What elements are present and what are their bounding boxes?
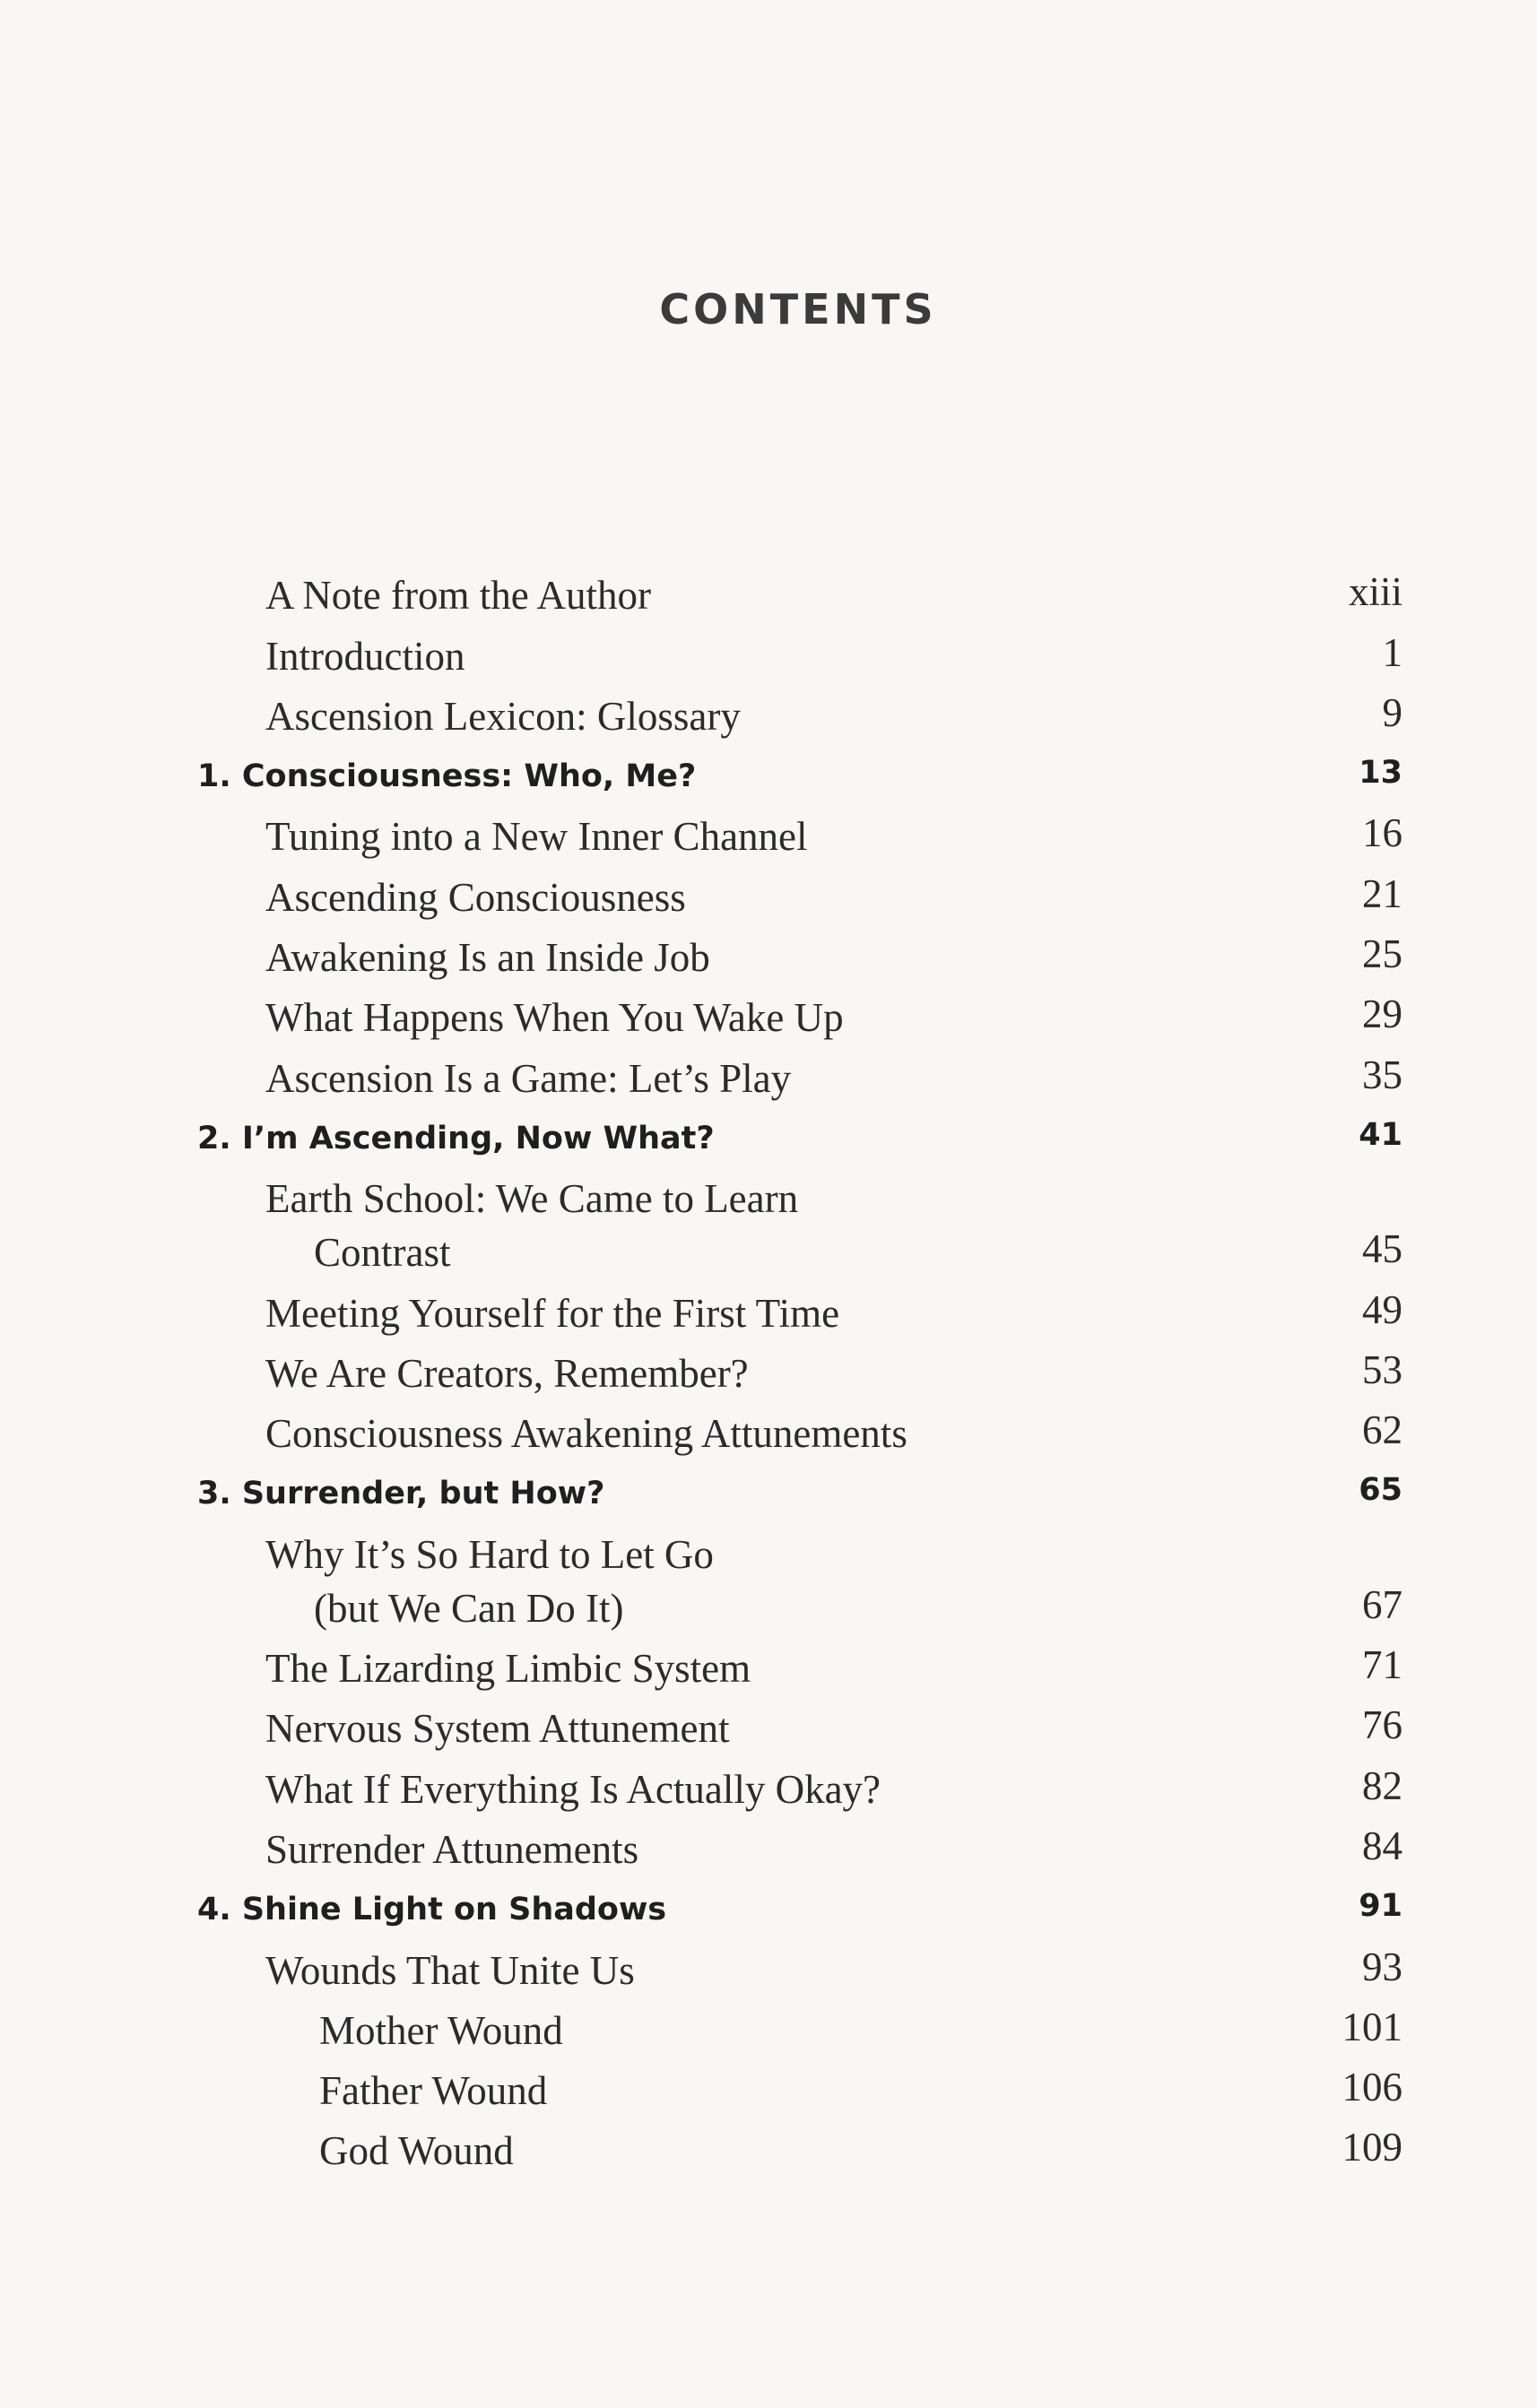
- entry-label: Ascension Is a Game: Let’s Play: [265, 1055, 792, 1101]
- entry-label: We Are Creators, Remember?: [265, 1350, 749, 1396]
- entry-label: The Lizarding Limbic System: [265, 1646, 751, 1692]
- entry-page-number: 16: [1362, 810, 1402, 856]
- chapter-page-number: 65: [1359, 1472, 1402, 1509]
- entry-label: Earth School: We Came to Learn: [265, 1176, 799, 1222]
- toc-chapter-heading: [0, 1882, 1537, 1942]
- entry-label: Consciousness Awakening Attunements: [265, 1411, 907, 1457]
- entry-page-number: 101: [1342, 2004, 1402, 2049]
- toc-chapter-heading: [0, 1466, 1537, 1526]
- entry-label: Surrender Attunements: [265, 1826, 639, 1872]
- chapter-label: 1. Consciousness: Who, Me?: [197, 758, 697, 795]
- entry-page-number: 45: [1362, 1226, 1402, 1272]
- entry-label: Father Wound: [319, 2068, 548, 2114]
- entry-label: What Happens When You Wake Up: [265, 995, 844, 1041]
- toc-entry: [0, 809, 1537, 869]
- entry-label: A Note from the Author: [265, 573, 651, 619]
- entry-label: Why It’s So Hard to Let Go: [265, 1531, 714, 1577]
- entry-label: Ascension Lexicon: Glossary: [265, 693, 741, 739]
- entry-label: Nervous System Attunement: [265, 1706, 730, 1752]
- entry-page-number: 9: [1382, 689, 1402, 735]
- entry-label: (but We Can Do It): [314, 1585, 624, 1631]
- entry-label: Contrast: [314, 1230, 451, 1276]
- toc-entry: [0, 689, 1537, 749]
- entry-page-number: 29: [1362, 992, 1402, 1037]
- toc-entry: [0, 1285, 1537, 1345]
- toc-entry: [0, 628, 1537, 688]
- entry-page-number: 35: [1362, 1052, 1402, 1097]
- entry-page-number: 84: [1362, 1823, 1402, 1868]
- entry-label: Ascending Consciousness: [265, 874, 686, 920]
- entry-page-number: 1: [1382, 629, 1402, 675]
- entry-label: Introduction: [265, 633, 465, 679]
- toc-entry: [0, 1406, 1537, 1466]
- entry-label: Mother Wound: [319, 2007, 563, 2053]
- page-title: CONTENTS: [659, 285, 937, 333]
- toc-entry: [0, 1050, 1537, 1110]
- entry-page-number: xiii: [1348, 569, 1402, 615]
- table-of-contents: [0, 567, 1537, 2183]
- entry-page-number: 76: [1362, 1702, 1402, 1748]
- entry-label: What If Everything Is Actually Okay?: [265, 1766, 881, 1812]
- entry-page-number: 25: [1362, 931, 1402, 977]
- entry-page-number: 53: [1362, 1347, 1402, 1392]
- entry-page-number: 109: [1342, 2125, 1402, 2170]
- entry-page-number: 71: [1362, 1642, 1402, 1688]
- chapter-page-number: 41: [1359, 1116, 1402, 1153]
- toc-entry: [0, 1171, 1537, 1231]
- toc-subentry: [0, 2063, 1537, 2123]
- toc-entry: [0, 930, 1537, 990]
- entry-page-number: 49: [1362, 1286, 1402, 1332]
- entry-page-number: 62: [1362, 1408, 1402, 1453]
- toc-subentry: [0, 2123, 1537, 2183]
- entry-page-number: 67: [1362, 1581, 1402, 1627]
- toc-entry-continuation: [0, 1226, 1537, 1285]
- entry-label: Wounds That Unite Us: [265, 1947, 635, 1993]
- toc-subentry: [0, 2003, 1537, 2063]
- entry-label: Meeting Yourself for the First Time: [265, 1290, 840, 1336]
- entry-page-number: 21: [1362, 871, 1402, 916]
- entry-label: Awakening Is an Inside Job: [265, 935, 710, 981]
- entry-page-number: 93: [1362, 1944, 1402, 1989]
- toc-entry: [0, 869, 1537, 929]
- toc-entry-continuation: [0, 1581, 1537, 1641]
- entry-page-number: 106: [1342, 2065, 1402, 2110]
- toc-entry: [0, 990, 1537, 1050]
- chapter-page-number: 13: [1359, 755, 1402, 792]
- entry-page-number: 82: [1362, 1763, 1402, 1808]
- toc-entry: [0, 1526, 1537, 1586]
- chapter-label: 2. I’m Ascending, Now What?: [197, 1120, 715, 1156]
- toc-chapter-heading: [0, 749, 1537, 809]
- entry-label: God Wound: [319, 2128, 514, 2174]
- toc-entry: [0, 1641, 1537, 1701]
- toc-entry: [0, 567, 1537, 628]
- chapter-label: 4. Shine Light on Shadows: [197, 1892, 667, 1928]
- toc-entry: [0, 1701, 1537, 1761]
- chapter-label: 3. Surrender, but How?: [197, 1476, 605, 1512]
- chapter-page-number: 91: [1359, 1888, 1402, 1925]
- toc-chapter-heading: [0, 1111, 1537, 1171]
- toc-entry: [0, 1942, 1537, 2002]
- toc-entry: [0, 1346, 1537, 1406]
- entry-label: Tuning into a New Inner Channel: [265, 814, 808, 860]
- toc-entry: [0, 1822, 1537, 1882]
- toc-entry: [0, 1761, 1537, 1821]
